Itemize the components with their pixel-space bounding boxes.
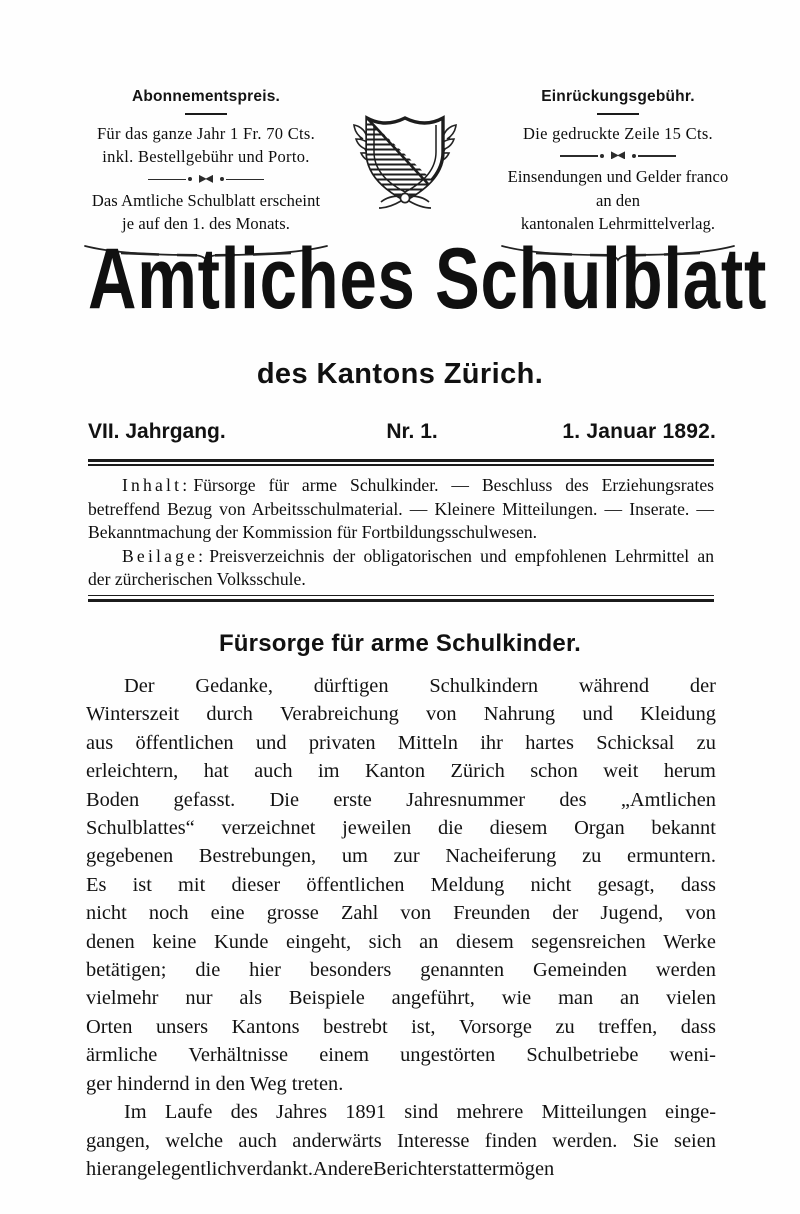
article-word: des xyxy=(230,1101,258,1124)
article-word: ger hindernd in den Weg treten. xyxy=(86,1072,344,1095)
contents-inhalt-label: Inhalt: xyxy=(122,475,191,495)
article-word: Verhältnisse xyxy=(188,1044,289,1067)
article-word: nicht xyxy=(86,902,127,925)
article-word: unsers xyxy=(155,1015,209,1038)
article-word: Laufe xyxy=(164,1101,213,1124)
article-word: denen xyxy=(86,930,135,953)
article-word: Schulbetriebe xyxy=(526,1044,639,1067)
article-word: Organ xyxy=(574,817,625,840)
article-word: diesem xyxy=(455,930,514,953)
article-word: aus xyxy=(86,731,114,754)
article-word: dass xyxy=(680,873,716,896)
article-line xyxy=(86,729,716,757)
article-line xyxy=(86,786,716,814)
subscription-price-title: Abonnementspreis. xyxy=(131,88,281,105)
article-word: der xyxy=(689,675,716,697)
article-word: diesem xyxy=(489,817,548,840)
article-word: Boden xyxy=(86,788,140,811)
article-line xyxy=(86,672,716,700)
article-word: werden xyxy=(655,959,716,982)
article-word: von xyxy=(426,703,457,726)
article-word: hat xyxy=(203,760,229,783)
article-line xyxy=(86,1041,716,1069)
article-word: betätigen; xyxy=(86,959,167,982)
article-word: zu xyxy=(582,845,602,868)
subscription-price-line-1: Für das ganze Jahr 1 Fr. 70 Cts. xyxy=(96,124,316,143)
article-word: genannten xyxy=(420,959,505,982)
article-word: als xyxy=(239,987,263,1010)
article-line xyxy=(86,757,716,785)
article-word: der xyxy=(552,902,579,925)
insertion-fee-title: Einrückungsgebühr. xyxy=(541,88,695,105)
article-word: verzeichnet xyxy=(221,817,316,840)
article-word: Zürich xyxy=(450,760,505,783)
contents-beilage-text: Preisverzeichnis der obligatorischen und empfohlenen Lehrmittel an der zürcherischen Volksschule. xyxy=(88,545,714,590)
article-line xyxy=(86,814,716,842)
article-word: Beispiele xyxy=(288,987,365,1010)
article-word: hartes xyxy=(525,731,574,754)
article-word: Vorsorge xyxy=(459,1015,532,1038)
issue-line xyxy=(88,420,716,444)
article-word: gegebenen xyxy=(86,845,174,868)
article-word: zur xyxy=(393,845,420,868)
article-word: zu xyxy=(555,1015,575,1038)
article-word: ihr xyxy=(480,731,503,754)
article-paragraph-1 xyxy=(86,672,716,1098)
article-word: Jugend, xyxy=(600,902,664,925)
contents-block xyxy=(88,474,714,592)
article-line xyxy=(86,1127,716,1155)
article-word: angelegentlich xyxy=(117,1157,237,1180)
article-word: von xyxy=(685,902,716,925)
article-word: auch xyxy=(254,760,293,783)
article-word: Schulkindern xyxy=(429,675,539,697)
article-word: auch xyxy=(238,1129,277,1152)
subscription-price-line-3: Das Amtliche Schulblatt erscheint xyxy=(91,190,321,210)
article-word: Schulblattes“ xyxy=(86,817,195,840)
issue-date: 1. Januar 1892. xyxy=(562,420,716,443)
contents-inhalt xyxy=(88,474,714,545)
article-line xyxy=(86,1013,716,1041)
page-subtitle: des Kantons Zürich. xyxy=(256,358,544,390)
article-line xyxy=(86,928,716,956)
article-word: Meldung xyxy=(430,873,505,896)
article-word: mögen xyxy=(498,1157,555,1180)
article-word: Im xyxy=(124,1101,147,1124)
article-word: ist xyxy=(132,873,152,896)
article-word: hier xyxy=(249,959,281,982)
article-line xyxy=(86,1070,716,1098)
article-word: durch xyxy=(206,703,253,726)
article-word: öffentlichen xyxy=(135,731,234,754)
article-word: erste xyxy=(333,788,372,811)
article-word: Kanton xyxy=(364,760,426,783)
page-title: Amtliches Schulblatt xyxy=(88,231,768,327)
article-word: und xyxy=(255,731,287,754)
article-word: wie xyxy=(501,987,532,1010)
article-paragraph-2 xyxy=(86,1098,716,1183)
article-word: Jahres xyxy=(276,1101,328,1124)
article-word: privaten xyxy=(308,731,376,754)
article-word: Verabreichung xyxy=(279,703,399,726)
article-word: Gedanke, xyxy=(195,675,273,697)
article-word: zu xyxy=(696,731,716,754)
coat-of-arms-zurich-icon xyxy=(345,92,465,212)
article-word: eingeht, xyxy=(285,930,352,953)
article-word: segensreichen xyxy=(531,930,646,953)
article-word: vielmehr xyxy=(86,987,159,1010)
article-word: weni- xyxy=(669,1044,716,1067)
short-rule xyxy=(185,113,227,115)
article-word: grosse xyxy=(266,902,319,925)
article-word: Jahresnummer xyxy=(406,788,526,811)
article-word: ermuntern. xyxy=(627,845,716,868)
article-line xyxy=(86,700,716,728)
article-word: gesagt, xyxy=(597,873,655,896)
article-word: Andere xyxy=(313,1157,374,1180)
article-word: mit xyxy=(178,873,206,896)
article-word: anderwärts xyxy=(292,1129,382,1152)
article-word: gangen, xyxy=(86,1129,150,1152)
subscription-price-line-2: inkl. Bestellgebühr und Porto. xyxy=(102,147,310,167)
article-word: um xyxy=(341,845,368,868)
article-word: seien xyxy=(674,1129,716,1152)
article-line xyxy=(86,984,716,1012)
article-word: ist, xyxy=(411,1015,436,1038)
article-word: Sie xyxy=(632,1129,659,1152)
article-word: Mitteln xyxy=(397,731,458,754)
article-body xyxy=(86,672,716,1183)
article-word: Freunden xyxy=(453,902,531,925)
subscription-price-line-4: je auf den 1. des Monats. xyxy=(122,214,290,234)
article-word: Die xyxy=(269,788,300,811)
article-word: öffentlichen xyxy=(306,873,405,896)
article-word: ungestörten xyxy=(400,1044,496,1067)
article-word: dass xyxy=(680,1015,716,1038)
contents-beilage xyxy=(88,545,714,592)
short-rule xyxy=(597,113,639,115)
article-line xyxy=(86,956,716,984)
article-word: nicht xyxy=(530,873,572,896)
insertion-fee-line-2: Einsendungen und Gelder franco xyxy=(507,167,729,187)
article-word: die xyxy=(195,959,221,982)
insertion-fee-line-3: an den xyxy=(595,190,641,210)
article-word: herum xyxy=(663,760,716,783)
article-word: besonders xyxy=(309,959,392,982)
article-word: Interesse xyxy=(397,1129,470,1152)
article-word: Orten xyxy=(86,1015,133,1038)
article-word: Gemeinden xyxy=(532,959,627,982)
article-word: jeweilen xyxy=(342,817,412,840)
article-word: Kleidung xyxy=(640,703,716,726)
article-word: sind xyxy=(404,1101,439,1124)
article-word: man xyxy=(558,987,594,1010)
ornament-divider-icon xyxy=(558,150,678,160)
ornament-divider-icon xyxy=(146,174,266,184)
article-word: noch xyxy=(148,902,189,925)
article-word: einem xyxy=(319,1044,370,1067)
article-word: mehrere xyxy=(456,1101,524,1124)
article-word: Kunde xyxy=(214,930,269,953)
article-word: eine xyxy=(210,902,245,925)
article-word: ärmliche xyxy=(86,1044,158,1067)
article-word: Werke xyxy=(663,930,716,953)
rule-below-contents xyxy=(88,595,714,602)
article-word: welche xyxy=(165,1129,224,1152)
article-word: verdankt. xyxy=(236,1157,314,1180)
article-word: Kantons xyxy=(231,1015,300,1038)
article-word: angeführt, xyxy=(391,987,475,1010)
article-word: sich xyxy=(368,930,402,953)
article-word: Nacheiferung xyxy=(445,845,557,868)
article-word: Mitteilungen xyxy=(541,1101,647,1124)
issue-volume: VII. Jahrgang. xyxy=(88,420,226,443)
article-word: dürftigen xyxy=(313,675,389,697)
article-heading: Fürsorge für arme Schulkinder. xyxy=(218,630,582,657)
article-word: Zahl xyxy=(340,902,379,925)
article-line xyxy=(86,842,716,870)
article-word: bekannt xyxy=(651,817,716,840)
article-word: 1891 xyxy=(345,1101,387,1124)
article-word: im xyxy=(318,760,340,783)
article-word: gefasst. xyxy=(173,788,236,811)
contents-inhalt-text: Fürsorge für arme Schulkinder. — Beschluss des Erziehungsrates betreffend Bezug von Arbeitsschulmaterial. — Kleinere Mitteilungen. — Inserate. — Bekanntmachung der Kommission für Fortbildungsschulwesen. xyxy=(88,475,714,543)
article-word: werden. xyxy=(552,1129,618,1152)
article-word: dieser xyxy=(231,873,281,896)
insertion-fee-line-1: Die gedruckte Zeile 15 Cts. xyxy=(522,124,713,143)
article-word: während xyxy=(578,675,650,697)
article-line xyxy=(86,871,716,899)
article-word: Winterszeit xyxy=(86,703,180,726)
article-word: hier xyxy=(86,1157,118,1180)
article-word: von xyxy=(400,902,432,925)
article-word: weit xyxy=(603,760,639,783)
article-word: finden xyxy=(484,1129,537,1152)
article-word: einge- xyxy=(665,1101,716,1124)
article-word: Bestrebungen, xyxy=(198,845,317,868)
article-word: und xyxy=(582,703,613,726)
article-line xyxy=(86,899,716,927)
article-word: Der xyxy=(124,675,155,697)
article-word: „Amtlichen xyxy=(620,788,716,811)
article-word: Es xyxy=(86,873,107,896)
article-word: schon xyxy=(530,760,578,783)
article-word: keine xyxy=(152,930,197,953)
article-word: die xyxy=(437,817,463,840)
article-word: Schicksal xyxy=(596,731,675,754)
insertion-fee-line-4: kantonalen Lehrmittelverlag. xyxy=(520,214,716,234)
article-word: erleichtern, xyxy=(86,760,179,783)
article-line xyxy=(86,1098,716,1126)
article-word: des xyxy=(559,788,587,811)
article-word: treffen, xyxy=(598,1015,658,1038)
rule-above-contents xyxy=(88,459,714,466)
issue-number: Nr. 1. xyxy=(386,420,438,443)
contents-beilage-label: Beilage: xyxy=(122,545,207,566)
article-word: an xyxy=(419,930,439,953)
article-word: an xyxy=(620,987,640,1010)
article-word: Berichterstatter xyxy=(373,1157,499,1180)
article-word: nur xyxy=(185,987,213,1010)
article-word: bestrebt xyxy=(323,1015,388,1038)
article-line xyxy=(86,1155,716,1183)
article-word: Nahrung xyxy=(483,703,556,726)
article-word: vielen xyxy=(666,987,716,1010)
